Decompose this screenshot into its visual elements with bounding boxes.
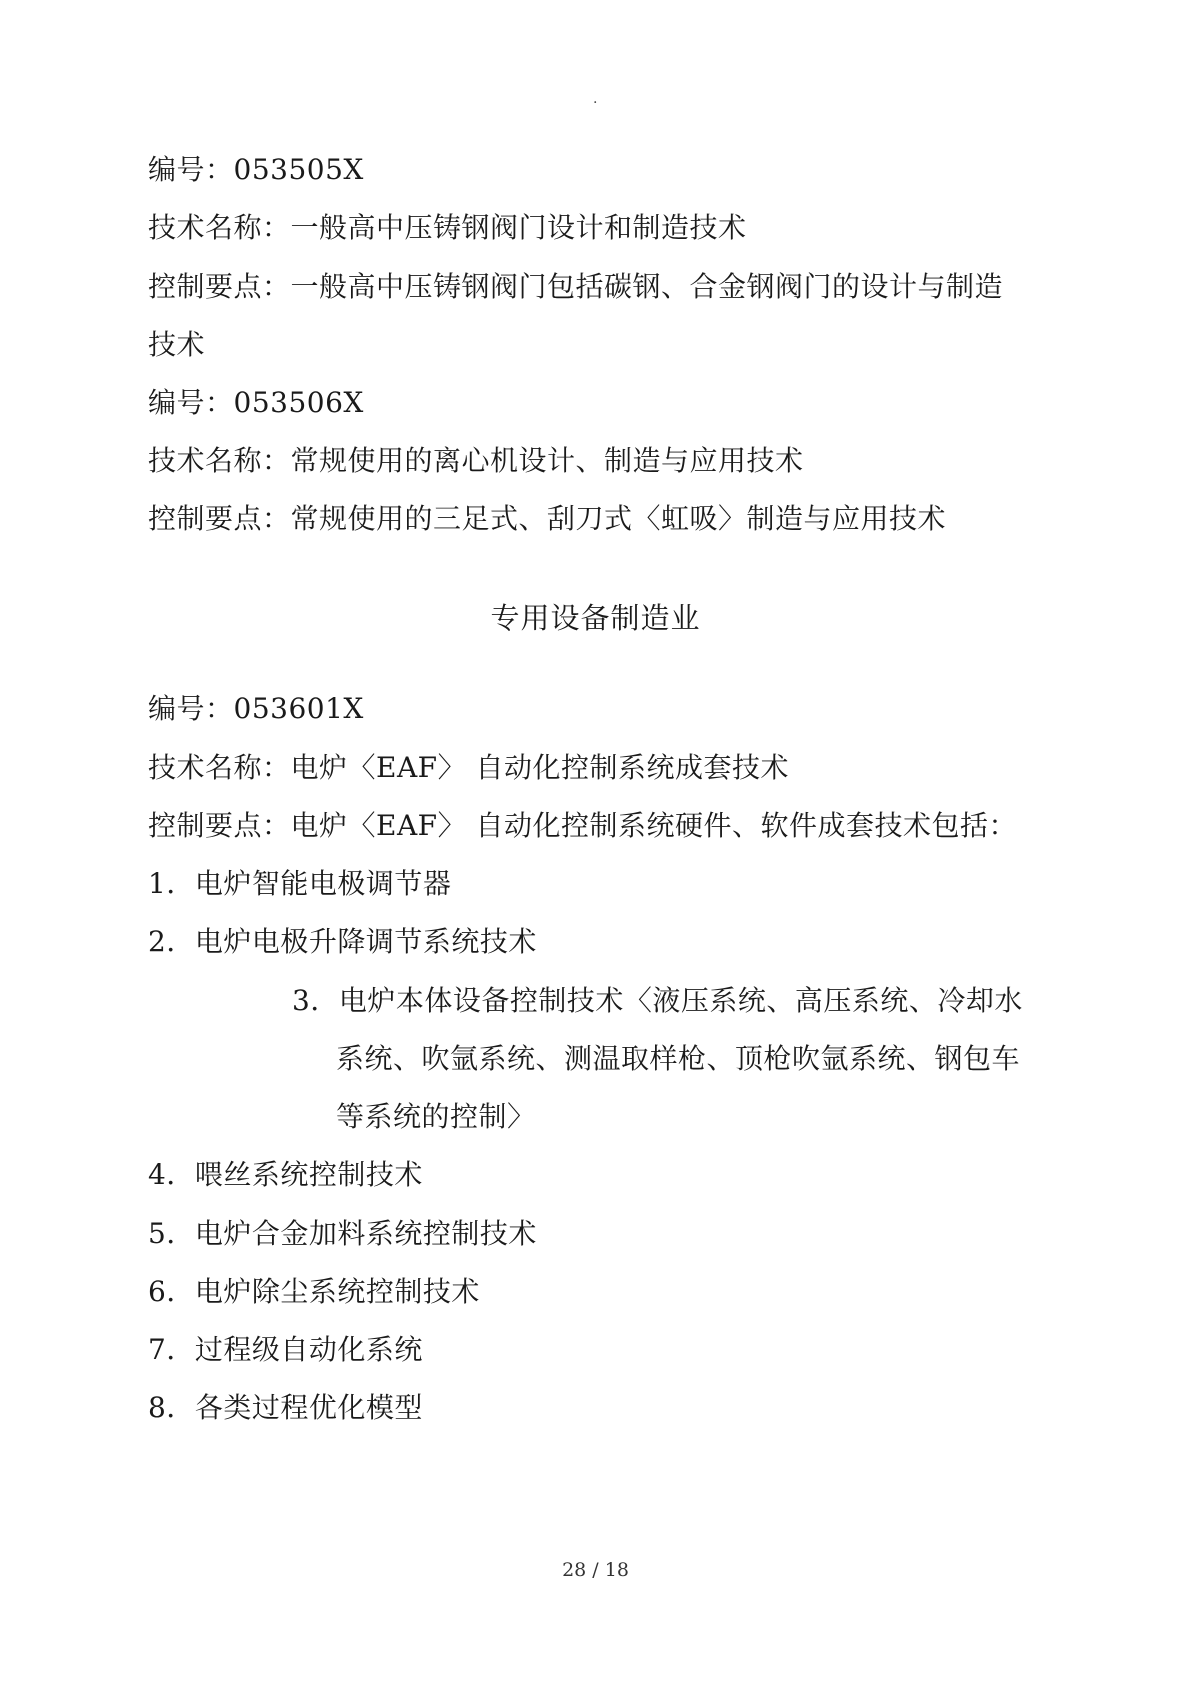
list-item-5: 5．电炉合金加料系统控制技术	[148, 1217, 537, 1250]
page-number: 28 / 18	[562, 1559, 629, 1581]
list-item-4: 4．喂丝系统控制技术	[148, 1158, 423, 1191]
entry-points-eaf: 控制要点：电炉〈EAF〉 自动化控制系统硬件、软件成套技术包括：	[148, 809, 1017, 842]
list-item-3-line2: 系统、吹氩系统、测温取样枪、顶枪吹氩系统、钢包车	[336, 1042, 1021, 1075]
entry-points-valve-line2: 技术	[148, 328, 206, 361]
list-item-1: 1．电炉智能电极调节器	[148, 867, 452, 900]
list-item-8: 8．各类过程优化模型	[148, 1391, 423, 1424]
entry-number-053505x: 编号：053505X	[148, 153, 364, 186]
header-mark: .	[593, 91, 598, 107]
list-item-6: 6．电炉除尘系统控制技术	[148, 1275, 480, 1308]
entry-points-centrifuge: 控制要点：常规使用的三足式、刮刀式〈虹吸〉制造与应用技术	[148, 502, 947, 535]
entry-points-valve-line1: 控制要点：一般高中压铸钢阀门包括碳钢、合金钢阀门的设计与制造	[148, 270, 1004, 303]
list-item-2: 2．电炉电极升降调节系统技术	[148, 925, 537, 958]
entry-number-053506x: 编号：053506X	[148, 386, 364, 419]
entry-name-centrifuge: 技术名称：常规使用的离心机设计、制造与应用技术	[148, 444, 804, 477]
list-item-3-line1: 3．电炉本体设备控制技术〈液压系统、高压系统、冷却水	[292, 984, 1023, 1017]
entry-number-053601x: 编号：053601X	[148, 692, 364, 725]
list-item-7: 7．过程级自动化系统	[148, 1333, 423, 1366]
entry-name-eaf: 技术名称：电炉〈EAF〉 自动化控制系统成套技术	[148, 751, 789, 784]
entry-name-valve: 技术名称：一般高中压铸钢阀门设计和制造技术	[148, 211, 747, 244]
list-item-3-line3: 等系统的控制〉	[336, 1100, 536, 1133]
section-heading: 专用设备制造业	[490, 601, 701, 635]
